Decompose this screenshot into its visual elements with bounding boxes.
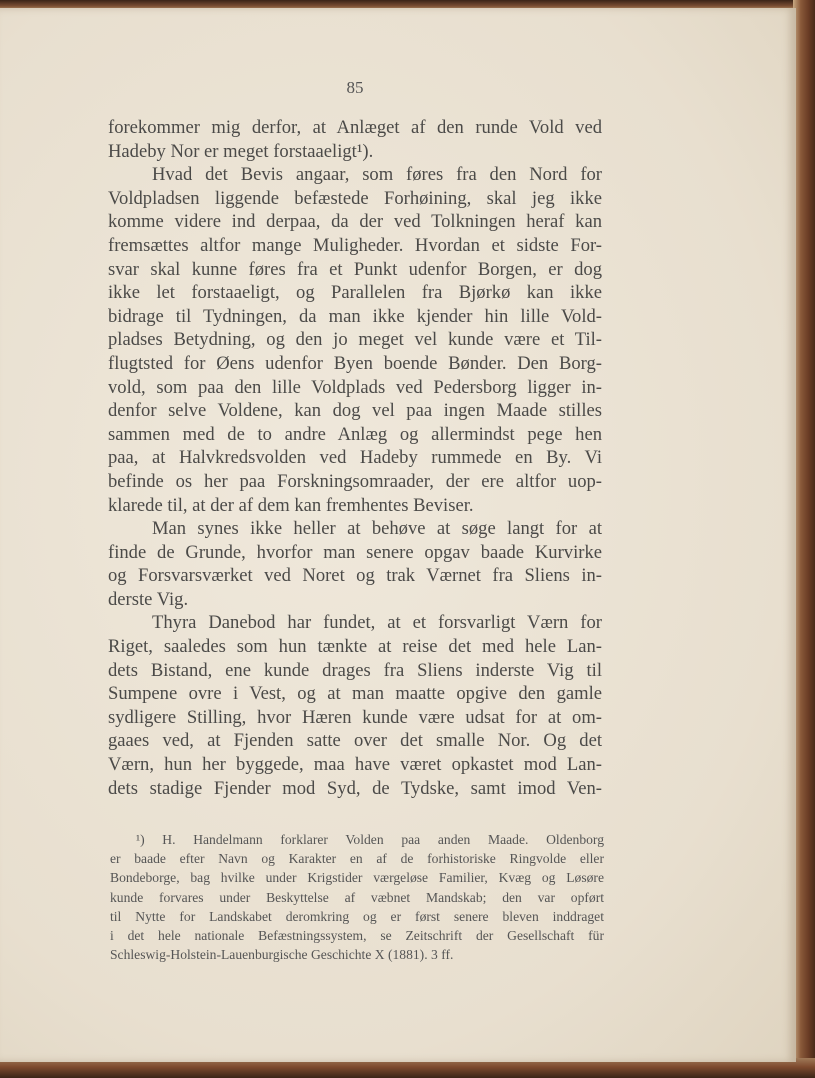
text-line: og Forsvarsværket ved Noret og trak Værnet fra Sliens in- — [108, 565, 602, 587]
text-line: Værn, hun her byggede, maa have været opkastet mod Lan- — [108, 754, 602, 776]
text-line: ikke let forstaaeligt, og Parallelen fra Bjørkø kan ikke — [108, 282, 602, 304]
text-line: befinde os her paa Forskningsomraader, der ere altfor uop- — [108, 470, 602, 492]
text-line: bidrage til Tydningen, da man ikke kjender hin lille Vold- — [108, 305, 602, 327]
text-line: komme videre ind derpaa, da der ved Tolkningen heraf kan — [108, 211, 602, 233]
footnote-line: er baade efter Navn og Karakter en af de forhistoriske Ringvolde eller — [110, 851, 604, 867]
footnote-line: ¹) H. Handelmann forklarer Volden paa anden Maade. Oldenborg — [136, 832, 604, 847]
text-line: derste Vig. — [108, 588, 189, 610]
text-line: forekommer mig derfor, at Anlæget af den runde Vold ved — [108, 117, 602, 138]
book-spine-edge — [793, 0, 815, 1078]
text-line: klarede til, at der af dem kan fremhentes Beviser. — [108, 494, 474, 516]
text-line: Voldpladsen liggende befæstede Forhøining, skal jeg ikke — [108, 187, 602, 209]
text-line: sydligere Stilling, hvor Hæren kunde være udsat for at om- — [108, 706, 602, 728]
text-line: paa, at Halvkredsvolden ved Hadeby rummede en By. Vi — [108, 447, 602, 469]
text-line: gaaes ved, at Fjenden satte over det smalle Nor. Og det — [108, 730, 602, 752]
text-line: dets Bistand, ene kunde drages fra Sliens inderste Vig til — [108, 659, 602, 681]
text-line: Hadeby Nor er meget forstaaeligt¹). — [108, 140, 374, 162]
text-line: vold, som paa den lille Voldplads ved Pedersborg ligger in- — [108, 376, 602, 398]
book-page — [0, 8, 796, 1062]
footnotes — [110, 830, 604, 964]
text-line: Hvad det Bevis angaar, som føres fra den Nord for — [152, 164, 602, 186]
footnote-line: Schleswig-Holstein-Lauenburgische Geschichte X (1881). 3 ff. — [110, 947, 454, 963]
footnote-line: til Nytte for Landskabet deromkring og er først senere bleven inddraget — [110, 908, 604, 924]
text-line: finde de Grunde, hvorfor man senere opgav baade Kurvirke — [108, 541, 602, 563]
text-line: Thyra Danebod har fundet, at et forsvarligt Værn for — [152, 612, 602, 634]
footnote-line: Bondeborge, bag hvilke under Krigstider værgeløse Familier, Kvæg og Løsøre — [110, 870, 604, 886]
body-text — [108, 116, 602, 800]
text-line: pladses Betydning, og den jo meget vel kunde være et Til- — [108, 329, 602, 351]
text-line: Sumpene ovre i Vest, og at man maatte opgive den gamle — [108, 683, 602, 705]
text-line: flugtsted for Øens udenfor Byen boende Bønder. Den Borg- — [108, 352, 602, 374]
text-line: fremsættes altfor mange Muligheder. Hvordan et sidste For- — [108, 234, 602, 256]
text-line: sammen med de to andre Anlæg og allermindst pege hen — [108, 423, 602, 445]
text-line: dets stadige Fjender mod Syd, de Tydske, samt imod Ven- — [108, 777, 602, 799]
footnote-line: kunde forvares under Beskyttelse af væbnet Mandskab; den var opført — [110, 889, 604, 905]
text-line: svar skal kunne føres fra et Punkt udenfor Borgen, er dog — [108, 258, 602, 280]
text-line: denfor selve Voldene, kan dog vel paa ingen Maade stilles — [108, 400, 602, 422]
text-line: Man synes ikke heller at behøve at søge langt for at — [152, 518, 602, 540]
text-line: Riget, saaledes som hun tænkte at reise det med hele Lan- — [108, 636, 602, 658]
footnote-line: i det hele nationale Befæstningssystem, se Zeitschrift der Gesellschaft für — [110, 927, 604, 943]
page-number: 85 — [346, 78, 364, 97]
